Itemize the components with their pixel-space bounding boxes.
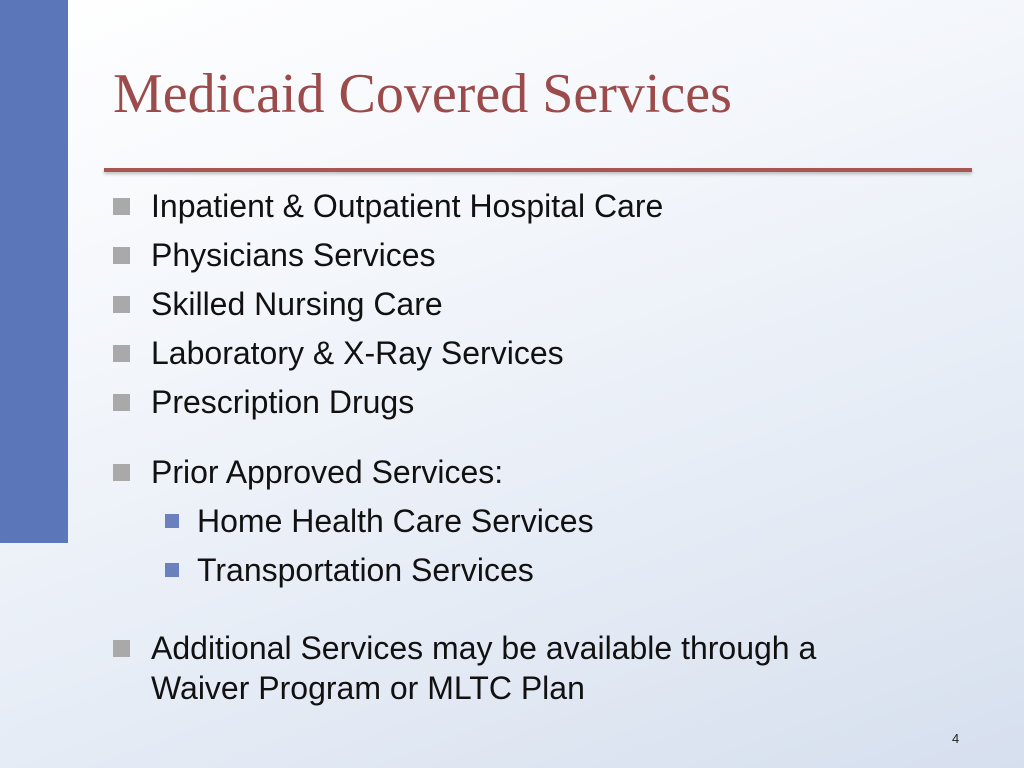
bullet-text: Prescription Drugs <box>151 384 415 420</box>
bullet-text-multiline <box>151 628 816 708</box>
bullet-item-physicians <box>113 235 436 275</box>
bullet-text-line-1: Additional Services may be available through a <box>151 630 817 666</box>
square-bullet-icon <box>113 198 130 215</box>
square-sub-bullet-icon <box>165 563 179 577</box>
sub-bullet-text: Transportation Services <box>197 552 534 588</box>
sub-bullet-home-health <box>165 501 594 541</box>
bullet-list <box>113 0 993 768</box>
bullet-item-skilled-nursing <box>113 284 443 324</box>
bullet-item-laboratory <box>113 333 564 373</box>
square-bullet-icon <box>113 296 130 313</box>
bullet-text: Laboratory & X-Ray Services <box>151 335 564 371</box>
square-bullet-icon <box>113 464 130 481</box>
bullet-text: Physicians Services <box>151 237 436 273</box>
square-bullet-icon <box>113 394 130 411</box>
bullet-item-hospital-care <box>113 186 663 226</box>
square-sub-bullet-icon <box>165 514 179 528</box>
slide-number: 4 <box>952 731 960 746</box>
bullet-text-line-2: Waiver Program or MLTC Plan <box>151 670 585 706</box>
square-bullet-icon <box>113 640 130 657</box>
bullet-item-prescription-drugs <box>113 382 414 422</box>
bullet-text: Skilled Nursing Care <box>151 286 443 322</box>
bullet-item-prior-approved <box>113 452 503 492</box>
left-accent-bar <box>0 0 68 543</box>
bullet-text: Prior Approved Services: <box>151 454 504 490</box>
square-bullet-icon <box>113 345 130 362</box>
bullet-text: Inpatient & Outpatient Hospital Care <box>151 188 664 224</box>
sub-bullet-text: Home Health Care Services <box>197 503 594 539</box>
slide-title: Medicaid Covered Services <box>113 63 732 125</box>
bullet-item-additional-services <box>113 628 816 708</box>
square-bullet-icon <box>113 247 130 264</box>
sub-bullet-transportation <box>165 550 534 590</box>
